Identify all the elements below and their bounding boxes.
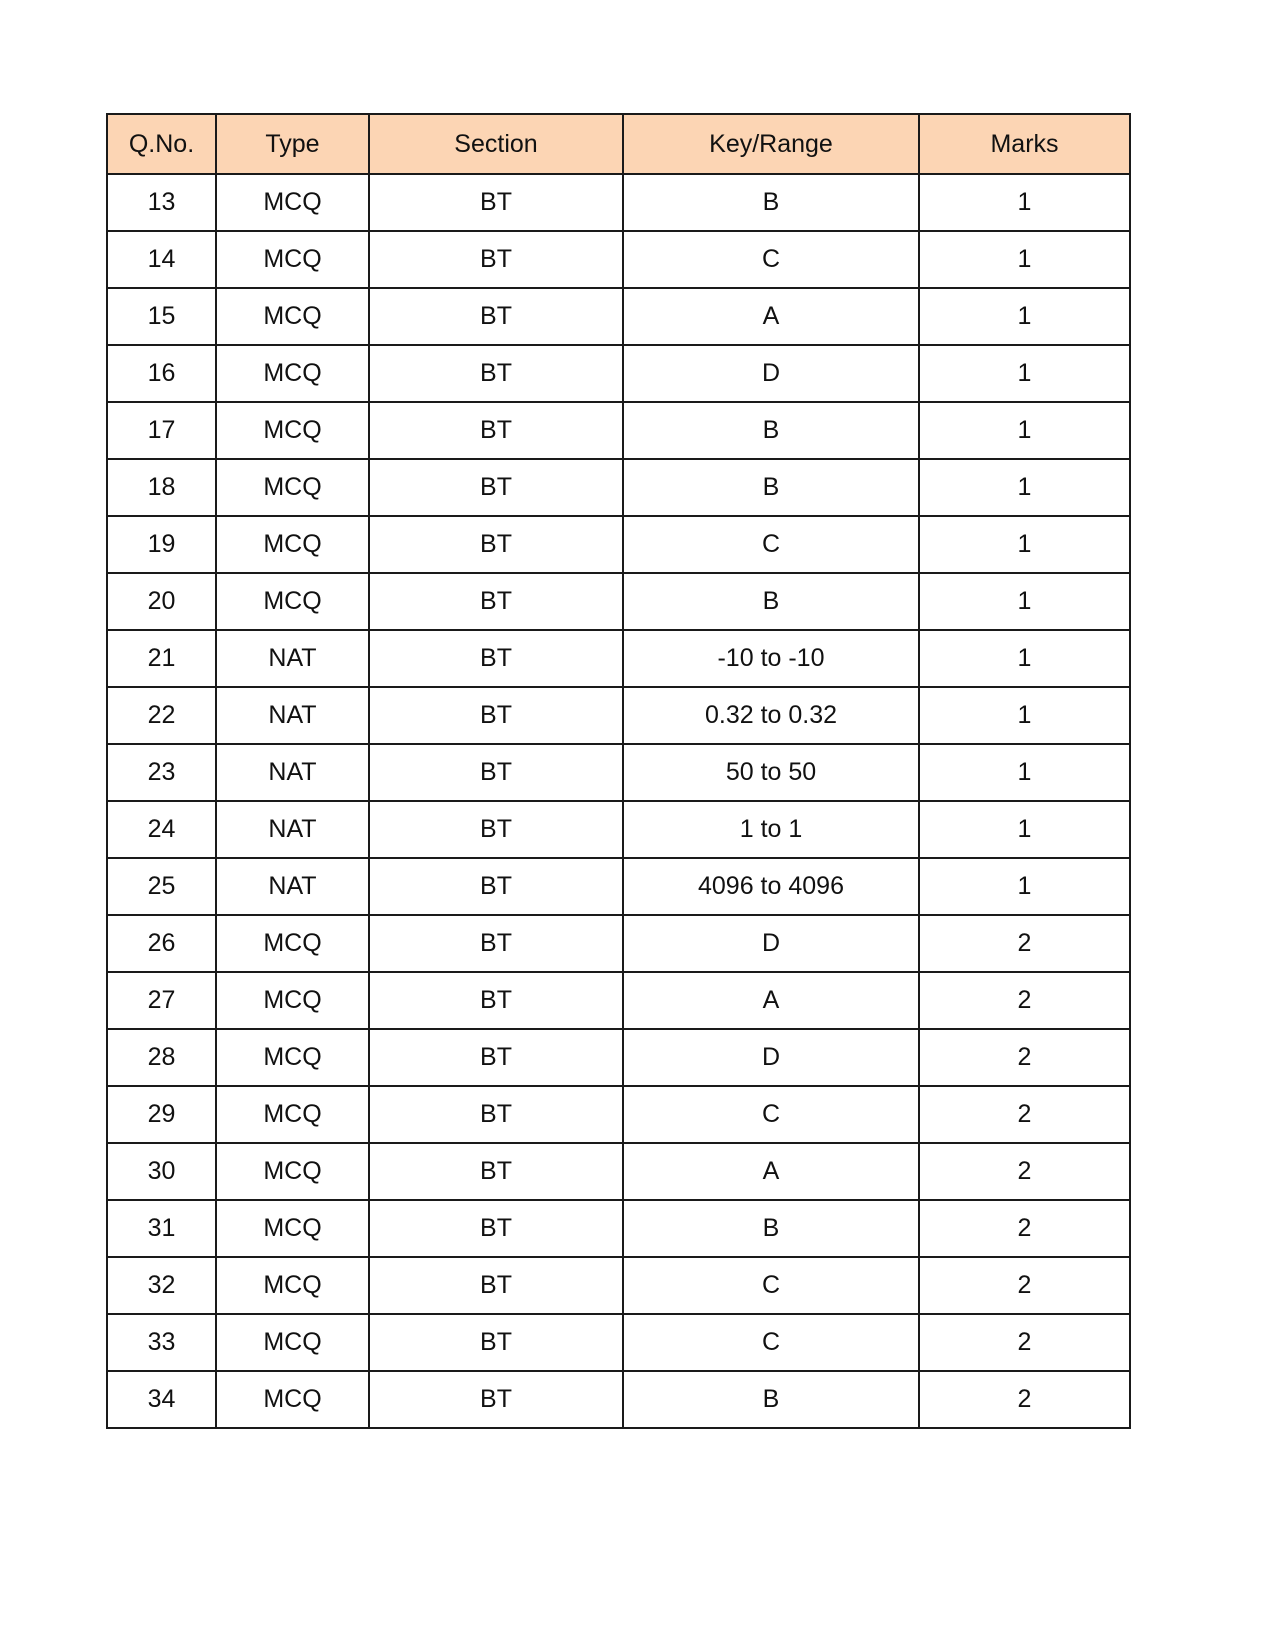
table-row (107, 459, 1130, 516)
type-cell: NAT (216, 687, 369, 744)
key-range-cell: 0.32 to 0.32 (623, 687, 919, 744)
key-range-cell: A (623, 972, 919, 1029)
qno-cell: 26 (107, 915, 216, 972)
qno-cell: 32 (107, 1257, 216, 1314)
section-cell: BT (369, 345, 623, 402)
key-range-cell: A (623, 288, 919, 345)
section-cell: BT (369, 1200, 623, 1257)
type-cell: NAT (216, 858, 369, 915)
answer-key-table (106, 113, 1131, 1429)
type-cell: MCQ (216, 1200, 369, 1257)
table-row (107, 1371, 1130, 1428)
table-row (107, 801, 1130, 858)
type-cell: MCQ (216, 1086, 369, 1143)
marks-cell: 1 (919, 174, 1130, 231)
marks-cell: 1 (919, 630, 1130, 687)
marks-cell: 1 (919, 459, 1130, 516)
section-cell: BT (369, 744, 623, 801)
key-range-cell: B (623, 459, 919, 516)
marks-cell: 1 (919, 573, 1130, 630)
qno-cell: 33 (107, 1314, 216, 1371)
qno-cell: 21 (107, 630, 216, 687)
qno-cell: 19 (107, 516, 216, 573)
section-cell: BT (369, 516, 623, 573)
table-header-row (107, 114, 1130, 174)
table-row (107, 687, 1130, 744)
section-cell: BT (369, 915, 623, 972)
table-row (107, 1200, 1130, 1257)
table-row (107, 915, 1130, 972)
type-cell: MCQ (216, 402, 369, 459)
marks-cell: 1 (919, 231, 1130, 288)
type-cell: NAT (216, 801, 369, 858)
key-range-cell: D (623, 1029, 919, 1086)
key-range-cell: C (623, 1086, 919, 1143)
qno-cell: 31 (107, 1200, 216, 1257)
marks-cell: 1 (919, 744, 1130, 801)
table-row (107, 573, 1130, 630)
section-cell: BT (369, 687, 623, 744)
key-range-cell: B (623, 573, 919, 630)
qno-cell: 14 (107, 231, 216, 288)
qno-cell: 23 (107, 744, 216, 801)
type-cell: MCQ (216, 1029, 369, 1086)
key-range-cell: 4096 to 4096 (623, 858, 919, 915)
qno-cell: 22 (107, 687, 216, 744)
qno-cell: 24 (107, 801, 216, 858)
marks-cell: 1 (919, 801, 1130, 858)
qno-cell: 17 (107, 402, 216, 459)
section-cell: BT (369, 801, 623, 858)
qno-cell: 27 (107, 972, 216, 1029)
key-range-cell: B (623, 1371, 919, 1428)
type-cell: MCQ (216, 915, 369, 972)
marks-cell: 2 (919, 915, 1130, 972)
table-row (107, 744, 1130, 801)
type-cell: MCQ (216, 231, 369, 288)
key-range-cell: D (623, 915, 919, 972)
key-range-cell: C (623, 1257, 919, 1314)
type-cell: MCQ (216, 972, 369, 1029)
table-row (107, 1314, 1130, 1371)
section-cell: BT (369, 972, 623, 1029)
table-row (107, 402, 1130, 459)
table-row (107, 345, 1130, 402)
type-cell: MCQ (216, 174, 369, 231)
column-header-marks: Marks (919, 114, 1130, 174)
key-range-cell: B (623, 1200, 919, 1257)
section-cell: BT (369, 231, 623, 288)
marks-cell: 2 (919, 1371, 1130, 1428)
qno-cell: 15 (107, 288, 216, 345)
marks-cell: 2 (919, 1029, 1130, 1086)
section-cell: BT (369, 1143, 623, 1200)
type-cell: MCQ (216, 1257, 369, 1314)
type-cell: MCQ (216, 573, 369, 630)
table-row (107, 516, 1130, 573)
qno-cell: 28 (107, 1029, 216, 1086)
key-range-cell: B (623, 174, 919, 231)
table-row (107, 288, 1130, 345)
marks-cell: 2 (919, 1257, 1130, 1314)
key-range-cell: 50 to 50 (623, 744, 919, 801)
qno-cell: 20 (107, 573, 216, 630)
column-header-qno: Q.No. (107, 114, 216, 174)
table-row (107, 174, 1130, 231)
column-header-type: Type (216, 114, 369, 174)
type-cell: MCQ (216, 345, 369, 402)
table-row (107, 1143, 1130, 1200)
table-row (107, 1086, 1130, 1143)
section-cell: BT (369, 459, 623, 516)
column-header-section: Section (369, 114, 623, 174)
type-cell: MCQ (216, 516, 369, 573)
section-cell: BT (369, 630, 623, 687)
section-cell: BT (369, 402, 623, 459)
key-range-cell: B (623, 402, 919, 459)
qno-cell: 13 (107, 174, 216, 231)
marks-cell: 2 (919, 1086, 1130, 1143)
marks-cell: 1 (919, 288, 1130, 345)
key-range-cell: 1 to 1 (623, 801, 919, 858)
key-range-cell: C (623, 1314, 919, 1371)
key-range-cell: C (623, 516, 919, 573)
section-cell: BT (369, 858, 623, 915)
section-cell: BT (369, 288, 623, 345)
key-range-cell: A (623, 1143, 919, 1200)
section-cell: BT (369, 1257, 623, 1314)
qno-cell: 29 (107, 1086, 216, 1143)
marks-cell: 2 (919, 1200, 1130, 1257)
type-cell: MCQ (216, 1314, 369, 1371)
section-cell: BT (369, 1029, 623, 1086)
marks-cell: 1 (919, 516, 1130, 573)
table-body (107, 174, 1130, 1428)
qno-cell: 16 (107, 345, 216, 402)
type-cell: NAT (216, 630, 369, 687)
marks-cell: 2 (919, 1143, 1130, 1200)
table-row (107, 972, 1130, 1029)
section-cell: BT (369, 1371, 623, 1428)
table-row (107, 1029, 1130, 1086)
qno-cell: 34 (107, 1371, 216, 1428)
key-range-cell: -10 to -10 (623, 630, 919, 687)
type-cell: MCQ (216, 1371, 369, 1428)
type-cell: MCQ (216, 288, 369, 345)
column-header-key-range: Key/Range (623, 114, 919, 174)
marks-cell: 1 (919, 858, 1130, 915)
marks-cell: 2 (919, 972, 1130, 1029)
key-range-cell: C (623, 231, 919, 288)
type-cell: MCQ (216, 1143, 369, 1200)
section-cell: BT (369, 174, 623, 231)
table-row (107, 858, 1130, 915)
qno-cell: 18 (107, 459, 216, 516)
type-cell: MCQ (216, 459, 369, 516)
marks-cell: 2 (919, 1314, 1130, 1371)
section-cell: BT (369, 1086, 623, 1143)
table-row (107, 1257, 1130, 1314)
marks-cell: 1 (919, 687, 1130, 744)
table-row (107, 231, 1130, 288)
marks-cell: 1 (919, 402, 1130, 459)
section-cell: BT (369, 1314, 623, 1371)
qno-cell: 30 (107, 1143, 216, 1200)
table-row (107, 630, 1130, 687)
marks-cell: 1 (919, 345, 1130, 402)
qno-cell: 25 (107, 858, 216, 915)
type-cell: NAT (216, 744, 369, 801)
key-range-cell: D (623, 345, 919, 402)
section-cell: BT (369, 573, 623, 630)
